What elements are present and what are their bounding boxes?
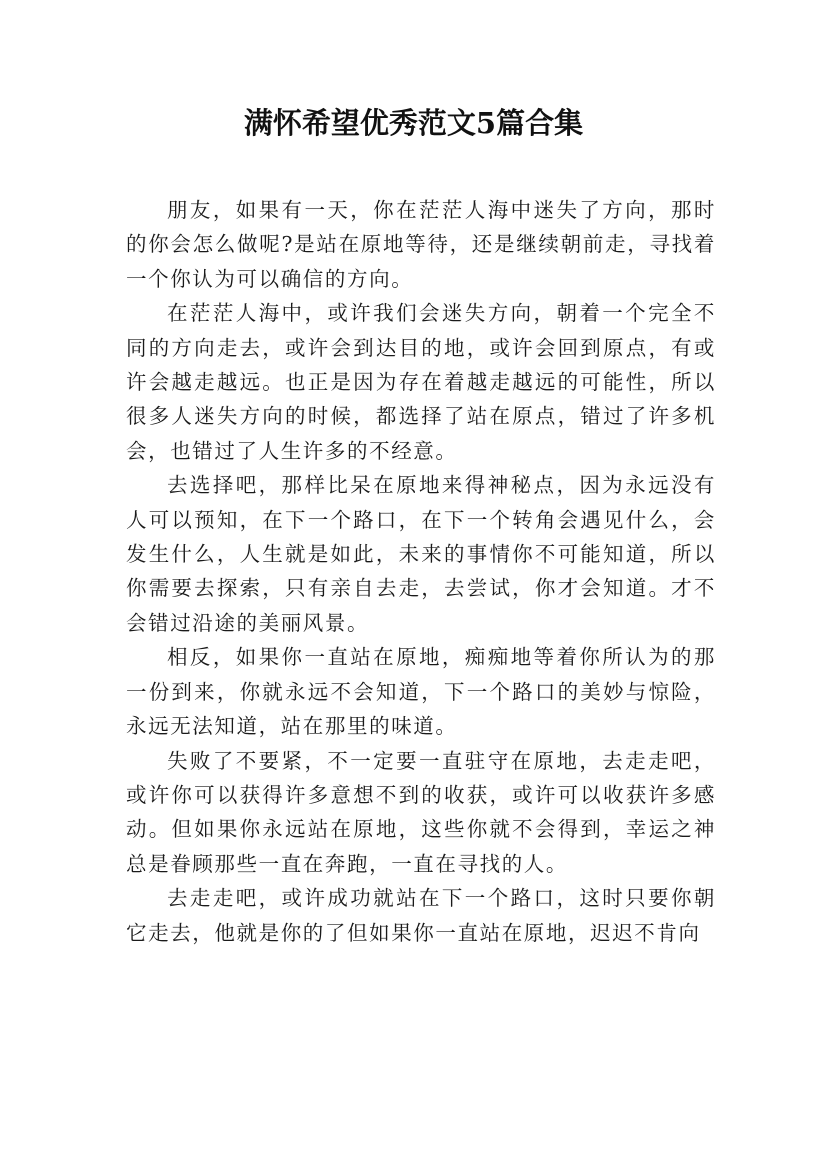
paragraph-2: 在茫茫人海中，或许我们会迷失方向，朝着一个完全不同的方向走去，或许会到达目的地，或许会回到原点，有或许会越走越远。也正是因为存在着越走越远的可能性，所以很多人迷失方向的时候，都选择了站在原点，错过了许多机会，也错过了人生许多的不经意。 <box>126 301 716 463</box>
paragraph-6: 去走走吧，或许成功就站在下一个路口，这时只要你朝它走去，他就是你的了但如果你一直站在原地，迟迟不肯向 <box>126 886 716 945</box>
document-body <box>126 193 716 950</box>
document-title: 满怀希望优秀范文5篇合集 <box>243 106 584 140</box>
paragraph-1: 朋友，如果有一天，你在茫茫人海中迷失了方向，那时的你会怎么做呢?是站在原地等待，还是继续朝前走，寻找着一个你认为可以确信的方向。 <box>126 198 716 291</box>
paragraph-4: 相反，如果你一直站在原地，痴痴地等着你所认为的那一份到来，你就永远不会知道，下一个路口的美妙与惊险，永远无法知道，站在那里的味道。 <box>126 645 716 739</box>
paragraph-3: 去选择吧，那样比呆在原地来得神秘点，因为永远没有人可以预知，在下一个路口，在下一个转角会遇见什么，会发生什么，人生就是如此，未来的事情你不可能知道，所以你需要去探索，只有亲自去走，去尝试，你才会知道。才不会错过沿途的美丽风景。 <box>126 473 716 635</box>
paragraph-5: 失败了不要紧，不一定要一直驻守在原地，去走走吧，或许你可以获得许多意想不到的收获，或许可以收获许多感动。但如果你永远站在原地，这些你就不会得到，幸运之神总是眷顾那些一直在奔跑，一直在寻找的人。 <box>126 748 716 876</box>
